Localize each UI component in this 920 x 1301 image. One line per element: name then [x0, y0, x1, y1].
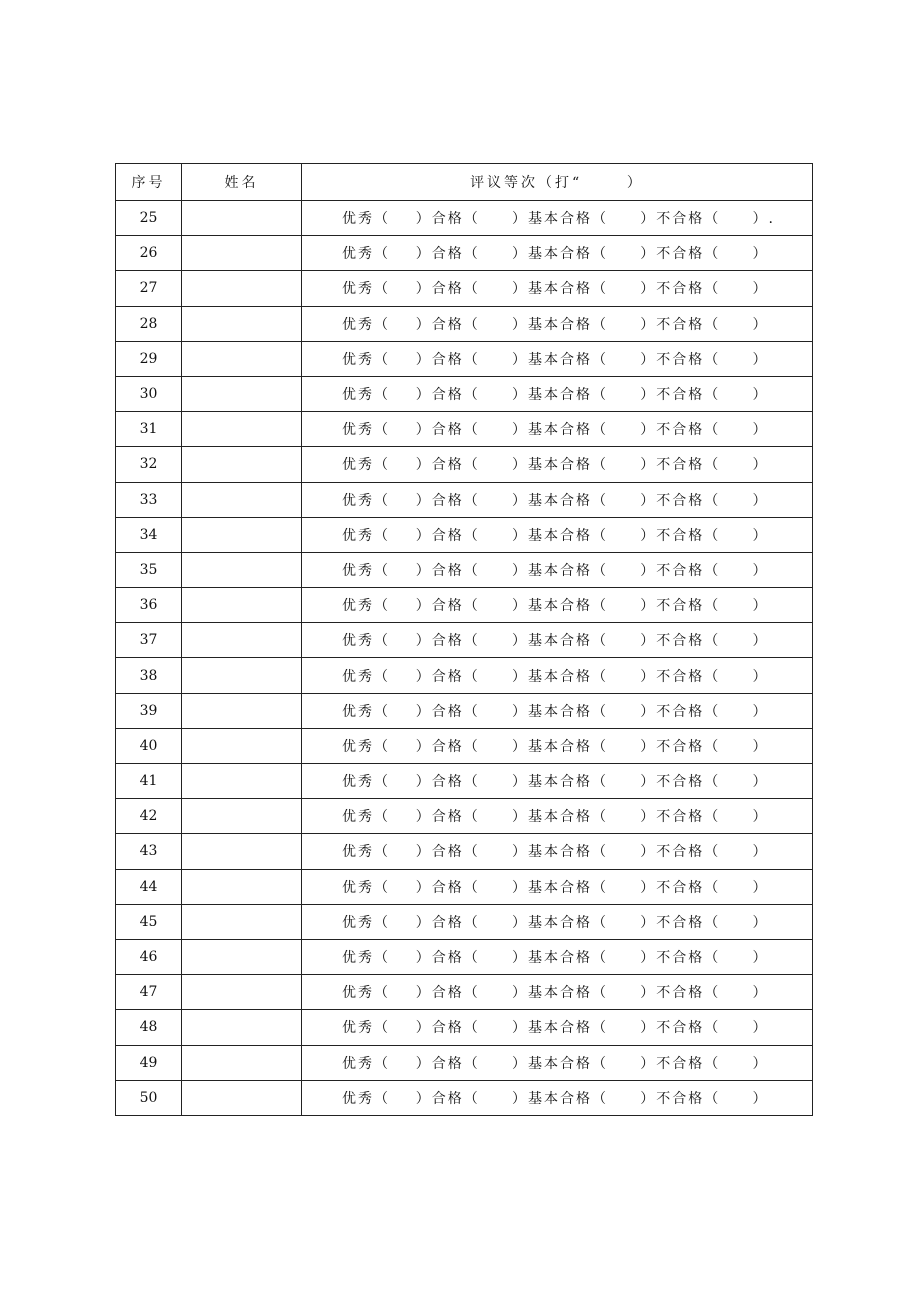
row-serial-number: 49 [116, 1045, 182, 1080]
row-grade-options-text: 优秀（ ）合格（ ）基本合格（ ）不合格（ ） [342, 387, 769, 404]
row-name-field[interactable] [182, 658, 302, 693]
header-serial-number-label: 序号 [131, 175, 166, 191]
row-grade-options-text: 优秀（ ）合格（ ）基本合格（ ）不合格（ ） [342, 351, 769, 368]
row-grade-options-text: 优秀（ ）合格（ ）基本合格（ ）不合格（ ） [342, 950, 769, 967]
row-grade-options [302, 271, 813, 306]
table-row [116, 588, 813, 623]
row-name-field[interactable] [182, 799, 302, 834]
row-name-field[interactable] [182, 552, 302, 587]
row-grade-options-text: 优秀（ ）合格（ ）基本合格（ ）不合格（ ） [342, 668, 769, 685]
row-name-field[interactable] [182, 728, 302, 763]
row-serial-number: 43 [116, 834, 182, 869]
evaluation-table [115, 163, 813, 1116]
header-serial-number [116, 164, 182, 201]
table-row [116, 482, 813, 517]
row-name-field[interactable] [182, 588, 302, 623]
row-grade-options-text: 优秀（ ）合格（ ）基本合格（ ）不合格（ ） [342, 457, 769, 474]
table-row [116, 376, 813, 411]
row-grade-options-text: 优秀（ ）合格（ ）基本合格（ ）不合格（ ） [342, 598, 769, 615]
row-grade-options-text: 优秀（ ）合格（ ）基本合格（ ）不合格（ ） [342, 985, 769, 1002]
table-row [116, 658, 813, 693]
row-serial-number: 33 [116, 482, 182, 517]
table-row [116, 728, 813, 763]
row-serial-number: 36 [116, 588, 182, 623]
row-name-field[interactable] [182, 623, 302, 658]
row-serial-number: 32 [116, 447, 182, 482]
row-grade-options [302, 693, 813, 728]
row-grade-options [302, 588, 813, 623]
row-grade-options [302, 623, 813, 658]
row-grade-options-text: 优秀（ ）合格（ ）基本合格（ ）不合格（ ） [342, 562, 769, 579]
row-grade-options-text: 优秀（ ）合格（ ）基本合格（ ）不合格（ ） [342, 316, 769, 333]
row-name-field[interactable] [182, 482, 302, 517]
row-serial-number: 42 [116, 799, 182, 834]
table-row [116, 552, 813, 587]
row-serial-number: 39 [116, 693, 182, 728]
row-grade-options-text: 优秀（ ）合格（ ）基本合格（ ）不合格（ ） [342, 738, 769, 755]
row-name-field[interactable] [182, 693, 302, 728]
row-grade-options [302, 939, 813, 974]
row-grade-options-text: 优秀（ ）合格（ ）基本合格（ ）不合格（ ）. [342, 211, 776, 228]
row-grade-options-text: 优秀（ ）合格（ ）基本合格（ ）不合格（ ） [342, 281, 769, 298]
row-grade-options-text: 优秀（ ）合格（ ）基本合格（ ）不合格（ ） [342, 774, 769, 791]
table-row [116, 834, 813, 869]
row-serial-number: 28 [116, 306, 182, 341]
row-grade-options [302, 904, 813, 939]
row-grade-options-text: 优秀（ ）合格（ ）基本合格（ ）不合格（ ） [342, 879, 769, 896]
table-row [116, 693, 813, 728]
row-grade-options [302, 834, 813, 869]
row-name-field[interactable] [182, 271, 302, 306]
row-name-field[interactable] [182, 412, 302, 447]
row-grade-options [302, 306, 813, 341]
row-grade-options [302, 1010, 813, 1045]
row-name-field[interactable] [182, 201, 302, 236]
row-serial-number: 37 [116, 623, 182, 658]
table-row [116, 412, 813, 447]
header-evaluation-grade-label: 评议等次（打“ ） [470, 175, 644, 191]
table-row [116, 764, 813, 799]
row-name-field[interactable] [182, 904, 302, 939]
row-serial-number: 45 [116, 904, 182, 939]
row-grade-options-text: 优秀（ ）合格（ ）基本合格（ ）不合格（ ） [342, 492, 769, 509]
table-row [116, 447, 813, 482]
table-row [116, 975, 813, 1010]
row-grade-options [302, 236, 813, 271]
row-name-field[interactable] [182, 236, 302, 271]
table-row [116, 201, 813, 236]
row-serial-number: 31 [116, 412, 182, 447]
row-grade-options-text: 优秀（ ）合格（ ）基本合格（ ）不合格（ ） [342, 527, 769, 544]
row-grade-options-text: 优秀（ ）合格（ ）基本合格（ ）不合格（ ） [342, 246, 769, 263]
row-grade-options [302, 975, 813, 1010]
row-grade-options [302, 341, 813, 376]
table-row [116, 306, 813, 341]
row-serial-number: 30 [116, 376, 182, 411]
row-name-field[interactable] [182, 939, 302, 974]
row-name-field[interactable] [182, 341, 302, 376]
table-row [116, 939, 813, 974]
row-name-field[interactable] [182, 1010, 302, 1045]
row-grade-options [302, 764, 813, 799]
row-serial-number: 26 [116, 236, 182, 271]
row-grade-options [302, 799, 813, 834]
row-grade-options [302, 447, 813, 482]
row-serial-number: 27 [116, 271, 182, 306]
row-grade-options-text: 优秀（ ）合格（ ）基本合格（ ）不合格（ ） [342, 914, 769, 931]
row-serial-number: 50 [116, 1080, 182, 1115]
row-name-field[interactable] [182, 1045, 302, 1080]
row-grade-options-text: 优秀（ ）合格（ ）基本合格（ ）不合格（ ） [342, 1055, 769, 1072]
table-header-row [116, 164, 813, 201]
row-name-field[interactable] [182, 447, 302, 482]
row-name-field[interactable] [182, 1080, 302, 1115]
table-row [116, 799, 813, 834]
row-serial-number: 46 [116, 939, 182, 974]
row-serial-number: 25 [116, 201, 182, 236]
row-grade-options-text: 优秀（ ）合格（ ）基本合格（ ）不合格（ ） [342, 1090, 769, 1107]
table-row [116, 517, 813, 552]
row-grade-options [302, 552, 813, 587]
row-serial-number: 48 [116, 1010, 182, 1045]
table-row [116, 869, 813, 904]
table-row [116, 904, 813, 939]
row-grade-options-text: 优秀（ ）合格（ ）基本合格（ ）不合格（ ） [342, 844, 769, 861]
row-serial-number: 34 [116, 517, 182, 552]
table-row [116, 1045, 813, 1080]
row-serial-number: 38 [116, 658, 182, 693]
header-name-label: 姓名 [224, 175, 259, 191]
row-serial-number: 44 [116, 869, 182, 904]
row-serial-number: 40 [116, 728, 182, 763]
table-row [116, 1080, 813, 1115]
header-name [182, 164, 302, 201]
row-serial-number: 35 [116, 552, 182, 587]
evaluation-table-body [116, 164, 813, 1116]
table-row [116, 623, 813, 658]
table-row [116, 236, 813, 271]
row-name-field[interactable] [182, 975, 302, 1010]
row-name-field[interactable] [182, 306, 302, 341]
table-row [116, 341, 813, 376]
row-name-field[interactable] [182, 376, 302, 411]
row-grade-options [302, 201, 813, 236]
row-name-field[interactable] [182, 764, 302, 799]
row-grade-options-text: 优秀（ ）合格（ ）基本合格（ ）不合格（ ） [342, 809, 769, 826]
row-name-field[interactable] [182, 834, 302, 869]
row-grade-options-text: 优秀（ ）合格（ ）基本合格（ ）不合格（ ） [342, 703, 769, 720]
row-grade-options [302, 482, 813, 517]
row-serial-number: 47 [116, 975, 182, 1010]
header-evaluation-grade [302, 164, 813, 201]
row-grade-options [302, 728, 813, 763]
table-row [116, 1010, 813, 1045]
row-serial-number: 29 [116, 341, 182, 376]
row-grade-options-text: 优秀（ ）合格（ ）基本合格（ ）不合格（ ） [342, 633, 769, 650]
table-row [116, 271, 813, 306]
row-name-field[interactable] [182, 517, 302, 552]
row-grade-options [302, 412, 813, 447]
row-grade-options [302, 658, 813, 693]
row-grade-options [302, 517, 813, 552]
row-grade-options-text: 优秀（ ）合格（ ）基本合格（ ）不合格（ ） [342, 422, 769, 439]
row-grade-options [302, 1080, 813, 1115]
row-grade-options-text: 优秀（ ）合格（ ）基本合格（ ）不合格（ ） [342, 1020, 769, 1037]
row-grade-options [302, 376, 813, 411]
row-name-field[interactable] [182, 869, 302, 904]
row-grade-options [302, 1045, 813, 1080]
row-grade-options [302, 869, 813, 904]
row-serial-number: 41 [116, 764, 182, 799]
